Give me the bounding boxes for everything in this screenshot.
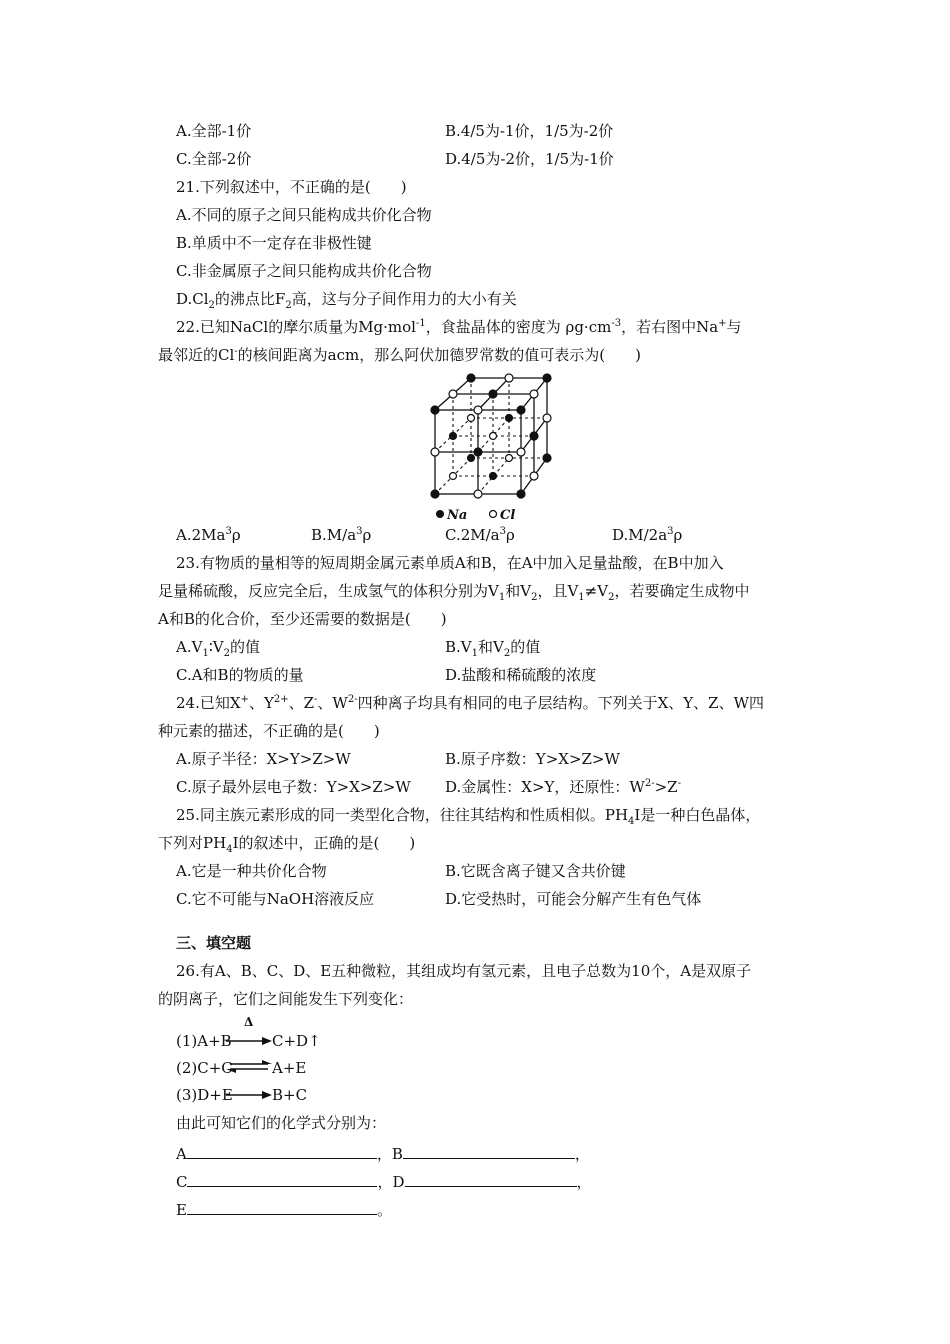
q21-option-d: $D.Cl_2$的沸点比$F_2$高，这与分子间作用力的大小有关 — [176, 290, 517, 311]
blank-e-end: 。 — [376, 1201, 392, 1219]
q23-stem-line3: A和B的化合价，至少还需要的数据是( ) — [158, 610, 447, 628]
q23-option-d: D.盐酸和稀硫酸的浓度 — [445, 666, 597, 684]
q21-option-b: B.单质中不一定存在非极性键 — [176, 234, 372, 252]
q22-option-a: A.2Ma$^3$ρ — [176, 526, 241, 544]
legend-na-marker — [437, 511, 444, 518]
blank-c-label: C — [176, 1173, 188, 1191]
blank-b-label: ，B — [376, 1145, 403, 1163]
q21-option-a: A.不同的原子之间只能构成共价化合物 — [176, 206, 432, 224]
blank-d-end: ， — [576, 1173, 592, 1191]
reaction-3-left: (3)D+E — [176, 1086, 233, 1104]
q22-option-d: $D.M/2a^3\rho$ — [612, 526, 683, 544]
q23-stem-line1: 23.有物质的量相等的短周期金属元素单质A和B，在A中加入足量盐酸，在B中加入 — [176, 554, 724, 572]
reaction-2-right: A+E — [272, 1059, 307, 1077]
reaction-1-arrow — [226, 1036, 272, 1046]
reaction-2-left: (2)C+C — [176, 1059, 233, 1077]
q21-option-c: C.非金属原子之间只能构成共价化合物 — [176, 262, 432, 280]
q23-option-b: $B.V_1$和$V_2$的值 — [445, 638, 541, 659]
q20-option-c: C.全部-2价 — [176, 150, 252, 168]
q22-option-c: $C.2M/a^3\rho$ — [445, 526, 515, 544]
q23-option-c: C.A和B的物质的量 — [176, 666, 304, 684]
q20-option-d: D.4/5为-2价，1/5为-1价 — [445, 150, 614, 168]
blank-a-field[interactable] — [187, 1144, 377, 1159]
blank-d-label: ，D — [377, 1173, 405, 1191]
q24-option-a: A.原子半径：X>Y>Z>W — [176, 750, 351, 768]
q26-stem-line2: 的阴离子，它们之间能发生下列变化： — [158, 990, 414, 1008]
q23-option-a: $A.V_1∶V_2$的值 — [176, 638, 260, 659]
answer-row-1 — [176, 1144, 590, 1162]
blank-e-label: E — [176, 1201, 187, 1219]
q25-stem-line2: 下列对$PH_4I$的叙述中，正确的是( ) — [158, 834, 416, 855]
answer-row-2 — [176, 1172, 592, 1190]
q23-stem-line2: 足量稀硫酸，反应完全后，生成氢气的体积分别为$V_1$和$V_2$，且$V_1\ne V_2$，若要确定生成物中 — [158, 582, 750, 603]
blank-e-field[interactable] — [187, 1200, 377, 1215]
q24-option-c: C.原子最外层电子数：Y>X>Z>W — [176, 778, 411, 796]
q24-stem-line1: 24.已知X+、$Y^{2+}$、Z-、$W^{2-}$四种离子均具有相同的电子层结构。下列关于X、Y、Z、W四 — [176, 694, 765, 712]
blank-d-field[interactable] — [405, 1172, 577, 1187]
q22-stem-line1: 22.已知NaCl的摩尔质量为Mg·mol$^{-1}$，食盐晶体的密度为 $\rho g\cdot cm^{-3}$，若右图中Na+与 — [176, 318, 742, 336]
q25-option-b: B.它既含离子键又含共价键 — [445, 862, 626, 880]
answer-row-3 — [176, 1200, 392, 1218]
reaction-3-right: B+C — [272, 1086, 308, 1104]
q22-option-b: $B.M/a^3\rho$ — [311, 526, 372, 544]
q25-option-c: C.它不可能与NaOH溶液反应 — [176, 890, 375, 908]
q24-option-b: B.原子序数：Y>X>Z>W — [445, 750, 620, 768]
q24-stem-line2: 种元素的描述，不正确的是( ) — [158, 722, 380, 740]
q26-conclusion: 由此可知它们的化学式分别为： — [176, 1114, 387, 1132]
blank-c-field[interactable] — [187, 1172, 377, 1187]
q25-option-d: D.它受热时，可能会分解产生有色气体 — [445, 890, 702, 908]
blank-b-end: ， — [574, 1145, 590, 1163]
section-heading-fill-in: 三、填空题 — [176, 934, 252, 952]
q24-option-d: D.金属性：X>Y，还原性：$W^{2-}>Z^-$ — [445, 778, 681, 796]
reaction-3-arrow — [226, 1090, 272, 1100]
q20-option-a: A.全部-1价 — [176, 122, 252, 140]
q25-stem-line1: 25.同主族元素形成的同一类型化合物，往往其结构和性质相似。$PH_4I$是一种白色晶体， — [176, 806, 761, 827]
legend-cl-marker — [490, 511, 497, 518]
q26-stem-line1: 26.有A、B、C、D、E五种微粒，其组成均有氢元素，且电子总数为10个，A是双原子 — [176, 962, 752, 980]
q20-option-b: B.4/5为-1价，1/5为-2价 — [445, 122, 614, 140]
reaction-1-condition: Δ — [244, 1015, 254, 1029]
q21-stem: 21.下列叙述中，不正确的是( ) — [176, 178, 407, 196]
reaction-1-right: C+D↑ — [272, 1032, 321, 1050]
legend-cl-label: Cl — [500, 508, 516, 523]
q25-option-a: A.它是一种共价化合物 — [176, 862, 327, 880]
reaction-1-left: (1)A+B — [176, 1032, 232, 1050]
legend-na-label: Na — [447, 508, 468, 523]
blank-b-field[interactable] — [403, 1144, 575, 1159]
blank-a-label: A — [176, 1145, 187, 1163]
nacl-crystal-figure — [425, 366, 565, 526]
q22-stem-line2: 最邻近的Cl-的核间距离为acm，那么阿伏加德罗常数的值可表示为( ) — [158, 346, 641, 364]
reaction-2-equilibrium-arrow — [226, 1060, 272, 1074]
